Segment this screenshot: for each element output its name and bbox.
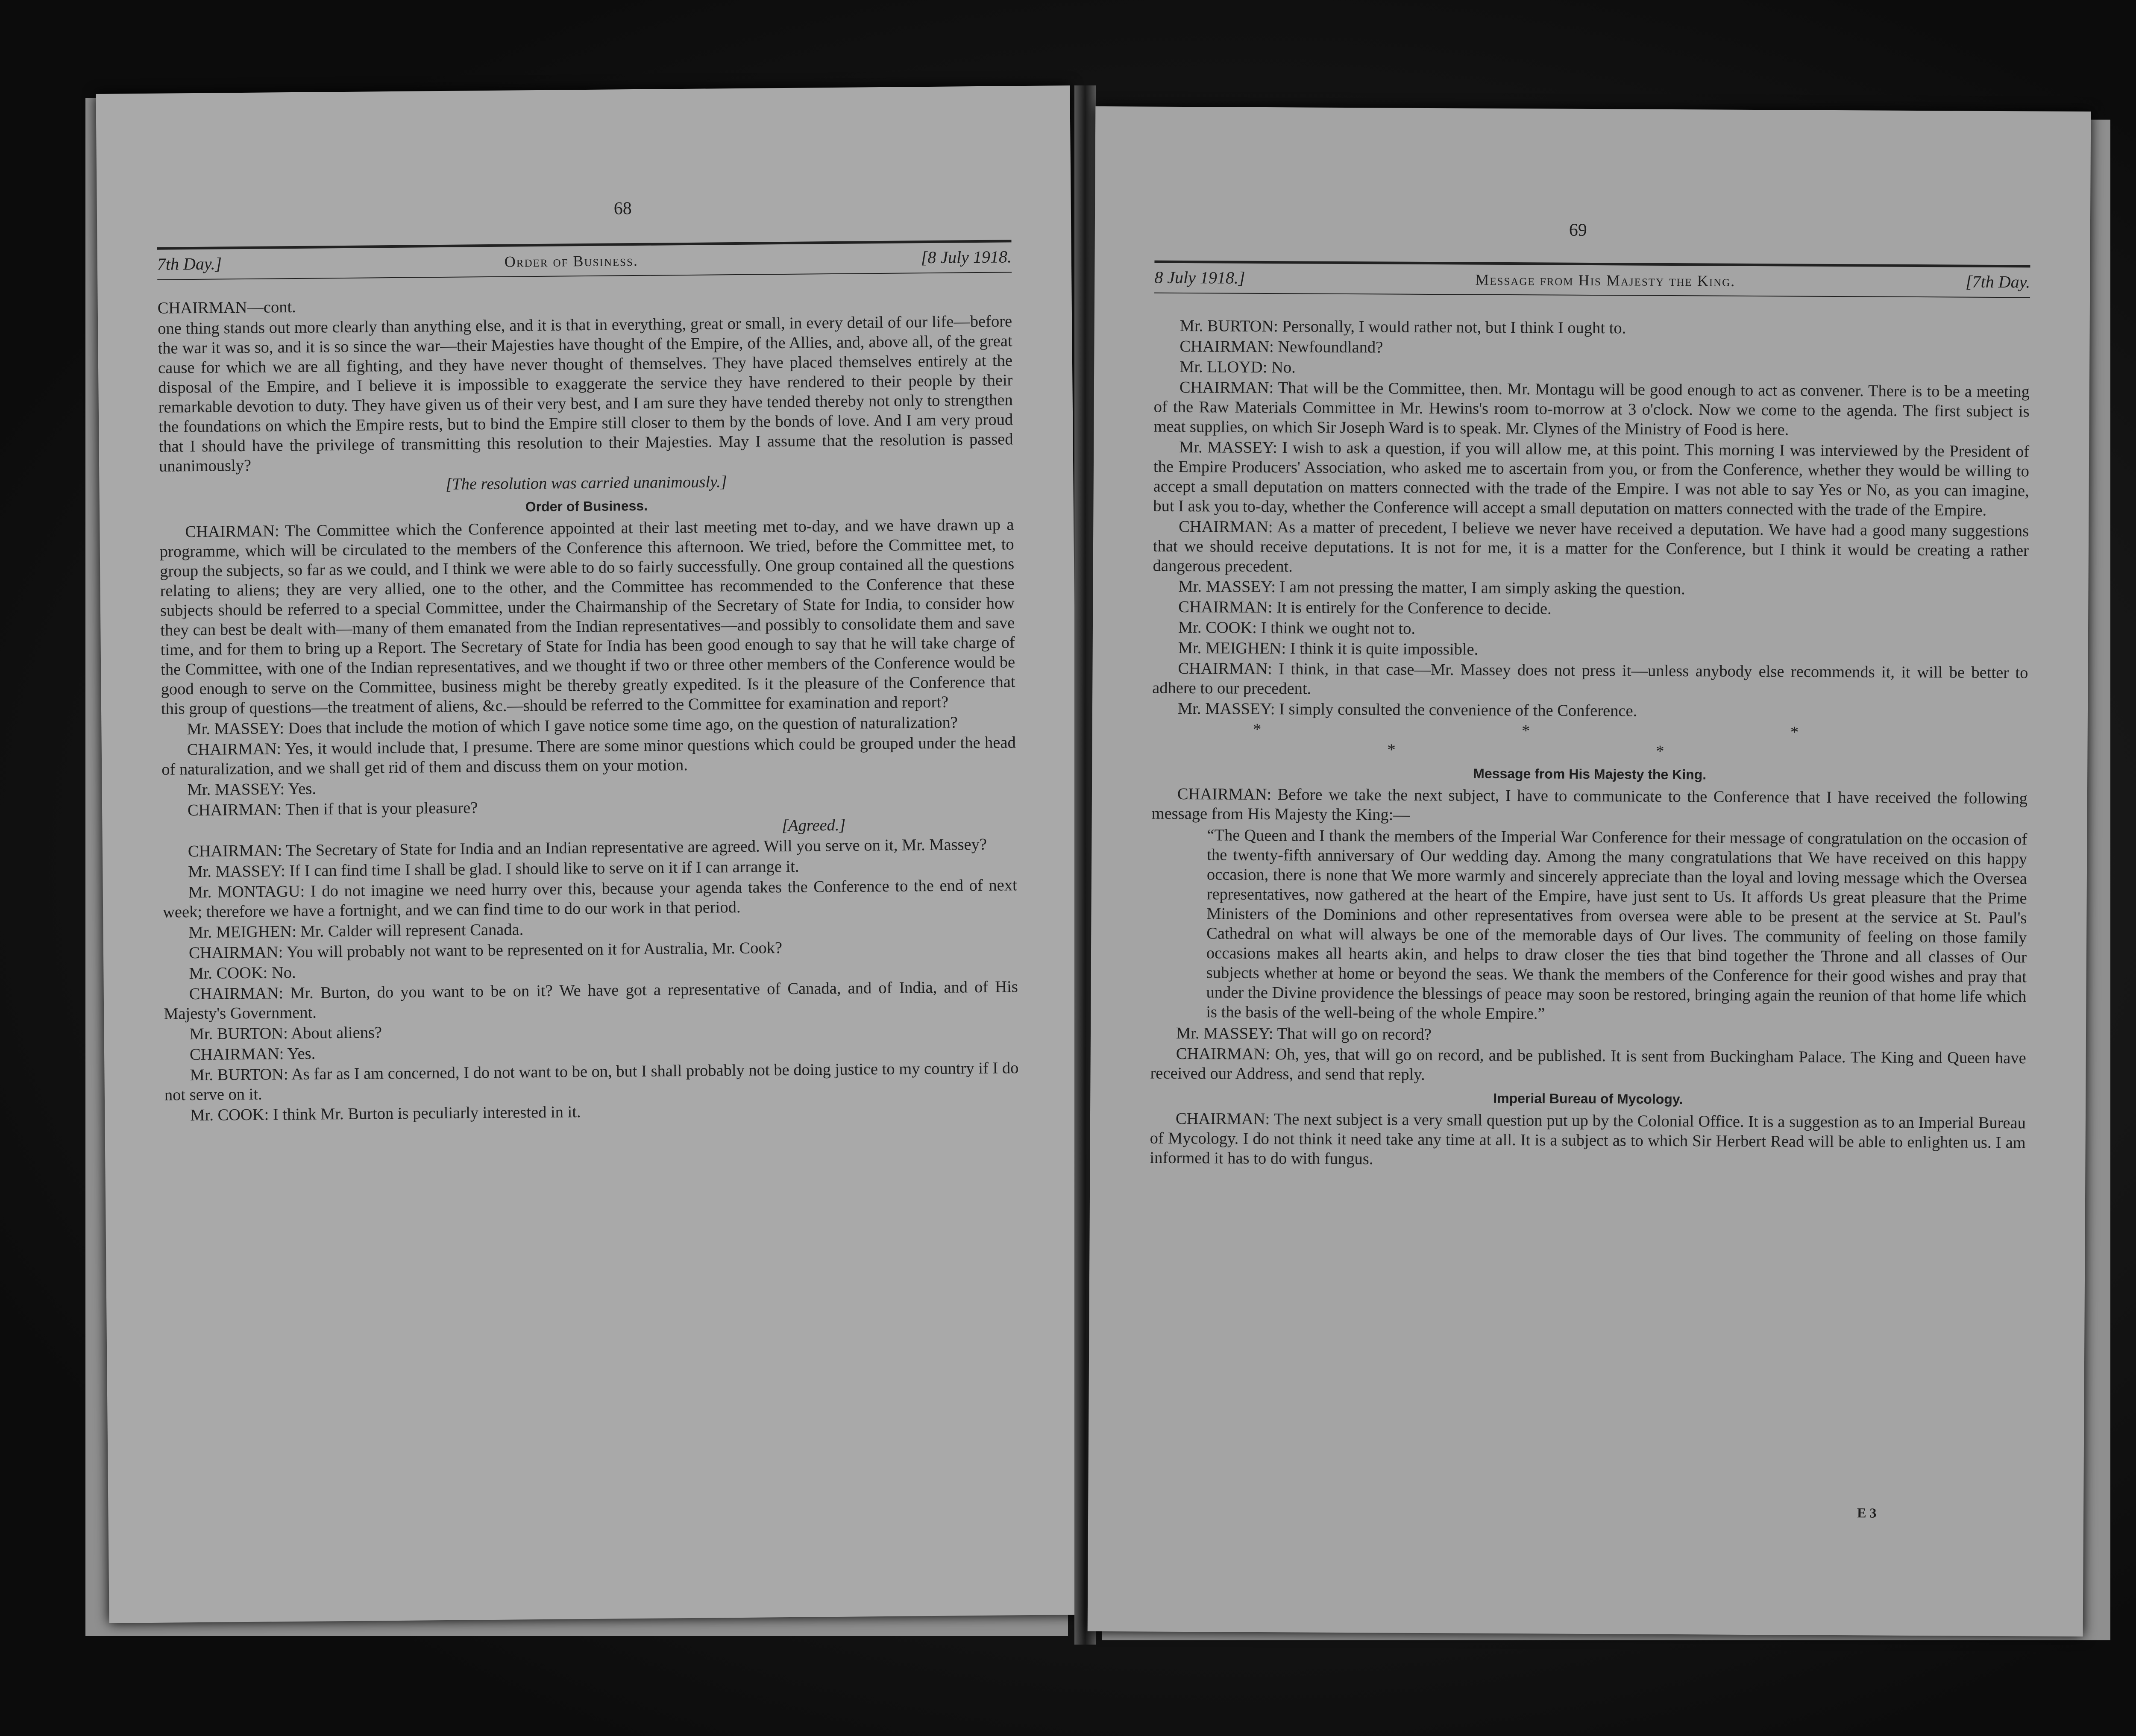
paragraph: Mr. BURTON: Personally, I would rather not, but I think I ought to. [1179, 317, 1626, 337]
paragraph: CHAIRMAN: The Secretary of State for India and an Indian representative are agreed. Will you serve on it, Mr. Massey? [188, 835, 987, 861]
right-page-number: 69 [1569, 220, 1587, 240]
paragraph: CHAIRMAN: You will probably not want to be represented on it for Australia, Mr. Cook? [188, 939, 783, 962]
paragraph: CHAIRMAN: Oh, yes, that will go on record, and be published. It is sent from Buckingham Palace. The King and Queen have received our Address, and send that reply. [1150, 1044, 2026, 1084]
paragraph: CHAIRMAN: It is entirely for the Conference to decide. [1178, 598, 1552, 618]
paragraph: Mr. COOK: No. [189, 964, 296, 983]
paragraph: CHAIRMAN: Before we take the next subject, I have to communicate to the Conference that I have received the following message from His Majesty the King:— [1151, 785, 2028, 824]
speaker-continued: CHAIRMAN—cont. [157, 298, 296, 317]
paragraph: Mr. COOK: I think Mr. Burton is peculiarly interested in it. [190, 1103, 581, 1125]
left-header-title: Order of Business. [504, 252, 639, 270]
paragraph: Mr. MEIGHEN: Mr. Calder will represent Canada. [188, 921, 524, 942]
right-header-date: 8 July 1918.] [1154, 267, 1245, 287]
left-header-date: [8 July 1918. [921, 247, 1012, 267]
left-page-number: 68 [613, 199, 632, 219]
asterisk-separator: * * * * * [1253, 720, 1927, 761]
paragraph: Mr. LLOYD: No. [1179, 358, 1296, 377]
paragraph: CHAIRMAN: Mr. Burton, do you want to be on it? We have got a representative of Canada, and of India, and of His Majesty's Government. [164, 978, 1018, 1023]
right-header-day: [7th Day. [1965, 272, 2030, 292]
paragraph: Mr. MEIGHEN: I think it is quite impossible. [1178, 639, 1479, 659]
royal-message-quote: “The Queen and I thank the members of the Imperial War Conference for their message of congratulation on the occasion of the twenty-fifth anniversary of Our wedding day. Among the many congratulations that We have received on this happy occasion, there is none that We more warmly and sincerely appreciate than the loyal and loving message which the Oversea representatives, now gathered at the heart of the Empire, have just sent to Us. It affords Us great pleasure that the Prime Ministers of the Dominions and other representatives from oversea were able to be present at the service at St. Paul's Cathedral on what will always be one of the memorable days of Our lives. The community of feeling on those family occasions makes all hearts akin, and helps to draw closer the ties that bind together the Throne and all classes of Our subjects whether at home or beyond the seas. We thank the members of the Conference for their good wishes and pray that under the Divine providence the blessings of peace may soon be restored, bringing again the reunion of that home life which is the basis of the well-being of the whole Empire.” [1206, 826, 2027, 1023]
paragraph: CHAIRMAN: Yes, it would include that, I presume. There are some minor questions which could be grouped under the head of naturalization, and we shall get rid of them and discuss them on your motion. [161, 733, 1016, 779]
section-heading: Imperial Bureau of Mycology. [1493, 1090, 1683, 1107]
left-running-header [157, 240, 1012, 280]
paragraph: Mr. COOK: I think we ought not to. [1178, 618, 1416, 638]
paragraph: one thing stands out more clearly than anything else, and it is that in everything, great or small, in every detail of our life—before the war it was so, and it is so since the war—their Majesties have thought of the Empire, of the Allies, and, above all, of the great cause for which we are all fighting, and they have never thought of themselves. They have placed themselves entirely at the disposal of the Empire, and I believe it is impossible to exaggerate the service they have rendered to their people by their remarkable devotion to duty. They have given us of their very best, and I am sure they have tended thereby not only to strengthen the foundations on which the Empire rests, but to bind the Empire still closer to them by the bonds of love. And I am very proud that I should have the privilege of transmitting this resolution to their Majesties. May I assume that the resolution is passed unanimously? [158, 312, 1013, 475]
right-page-body [1150, 316, 2030, 1173]
resolution-note: [The resolution was carried unanimously.] [446, 473, 727, 493]
right-page [1088, 106, 2091, 1636]
paragraph: Mr. BURTON: As far as I am concerned, I do not want to be on, but I shall probably not be doing justice to my country if I do not serve on it. [164, 1059, 1019, 1104]
paragraph: CHAIRMAN: Yes. [189, 1044, 316, 1064]
paragraph: Mr. MASSEY: That will go on record? [1176, 1024, 1432, 1044]
paragraph: CHAIRMAN: The Committee which the Conference appointed at their last meeting met to-day, and we have drawn up a programme, which will be circulated to the members of the Conference this afternoon. We tried, before the Committee met, to group the subjects, so far as we could, and I think we were able to do so fairly successfully. One group contained all the questions relating to aliens; they are very allied, one to the other, and the Committee has recommended to the Conference that these subjects should be referred to a special Committee, under the Chairmanship of the Secretary of State for India, to consider how they can best be dealt with—many of them emanated from the Indian representatives—and possibly to consolidate them and save time, and for them to bring up a Report. The Secretary of State for India has been good enough to say that he will take charge of the Committee, with one of the Indian representatives, and we thought if two or three other members of the Conference would be good enough to serve on the Committee, business might be thereby greatly expedited. Is it the pleasure of the Conference that this group of questions—the treatment of aliens, &c.—should be referred to the Committee for examination and report? [159, 516, 1015, 718]
paragraph: CHAIRMAN: As a matter of precedent, I believe we never have received a deputation. We have had a good many suggestions that we should receive deputations. It is not for me, it is a matter for the Conference, but I think it would be creating a rather dangerous precedent. [1153, 517, 2029, 576]
left-header-day: 7th Day.] [157, 254, 222, 274]
section-heading: Message from His Majesty the King. [1473, 765, 1707, 783]
left-page [96, 85, 1083, 1623]
paragraph: CHAIRMAN: That will be the Committee, then. Mr. Montagu will be good enough to act as convener. There is to be a meeting of the Raw Materials Committee in Mr. Hewins's room to-morrow at 3 o'clock. Now we come to the agenda. The first subject is meat supplies, on which Sir Joseph Ward is to speak. Mr. Clynes of the Ministry of Food is here. [1153, 378, 2030, 439]
signature-mark: E 3 [1857, 1505, 1877, 1521]
paragraph: Mr. MASSEY: Does that include the motion of which I gave notice some time ago, on the question of naturalization? [187, 713, 958, 739]
paragraph: Mr. MASSEY: I simply consulted the convenience of the Conference. [1177, 699, 1637, 720]
paragraph: CHAIRMAN: Then if that is your pleasure? [187, 799, 478, 820]
paragraph: CHAIRMAN: Newfoundland? [1179, 337, 1383, 357]
right-header-title: Message from His Majesty the King. [1475, 271, 1736, 290]
paragraph: Mr. MONTAGU: I do not imagine we need hurry over this, because your agenda takes the Conference to the end of next week; therefore we have a fortnight, and we can find time to do our work in that period. [162, 876, 1017, 921]
section-heading: Order of Business. [525, 498, 648, 515]
agreed-note: [Agreed.] [781, 816, 846, 835]
paragraph: Mr. MASSEY: If I can find time I shall be glad. I should like to serve on it if I can arrange it. [188, 857, 799, 881]
paragraph: Mr. MASSEY: I am not pressing the matter, I am simply asking the question. [1178, 577, 1685, 598]
paragraph: Mr. MASSEY: I wish to ask a question, if you will allow me, at this point. This morning I was interviewed by the President of the Empire Producers' Association, who asked me to ascertain from you, or from the Conference, whether they would be willing to accept a small deputation on matters connected with the trade of the Empire. I was not able to say Yes or No, as you can imagine, but I ask you to-day, whether the Conference will accept a small deputation on matters connected with the trade of the Empire. [1153, 438, 2030, 519]
paragraph: CHAIRMAN: The next subject is a very small question put up by the Colonial Office. It is a suggestion as to an Imperial Bureau of Mycology. I do not think it need take any time at all. It is a subject as to which Sir Herbert Read will be able to enlighten us. I am informed it has to do with fungus. [1150, 1109, 2026, 1168]
paragraph: Mr. MASSEY: Yes. [187, 780, 317, 799]
paragraph: CHAIRMAN: I think, in that case—Mr. Massey does not press it—unless anybody else recommends it, it will be better to adhere to our precedent. [1152, 659, 2028, 698]
paragraph: Mr. BURTON: About aliens? [189, 1023, 382, 1044]
left-page-body [158, 291, 1019, 1126]
right-running-header [1154, 261, 2030, 298]
